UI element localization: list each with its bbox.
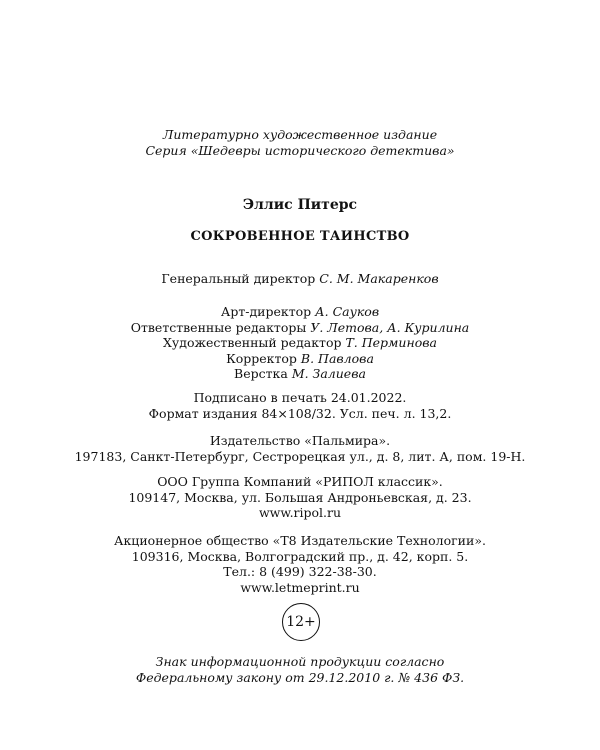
edition-type: Литературно художественное издание bbox=[162, 127, 438, 142]
general-director-role: Генеральный директор bbox=[161, 271, 316, 286]
general-director bbox=[0, 271, 600, 287]
ripol-block bbox=[0, 474, 600, 521]
printer-phone: Тел.: 8 (499) 322-38-30. bbox=[223, 564, 377, 579]
law-notice-line1: Знак информационной продукции согласно bbox=[155, 654, 445, 669]
age-rating-badge: 12+ bbox=[282, 603, 320, 641]
printer-address: 109316, Москва, Волгоградский пр., д. 42, корп. 5. bbox=[131, 548, 469, 564]
law-notice bbox=[0, 654, 600, 685]
credit-line: Художественный редактор Т. Перминова bbox=[163, 335, 437, 350]
law-notice-line2: Федеральному закону от 29.12.2010 г. № 436 ФЗ. bbox=[135, 669, 465, 685]
ripol-address: 109147, Москва, ул. Большая Андроньевская, д. 23. bbox=[128, 489, 472, 505]
series-name: Серия «Шедевры исторического детектива» bbox=[145, 142, 455, 158]
publisher-block bbox=[0, 433, 600, 464]
series-block bbox=[0, 127, 600, 158]
printer-name: Акционерное общество «Т8 Издательские Технологии». bbox=[114, 533, 486, 548]
ripol-url: www.ripol.ru bbox=[258, 505, 342, 520]
credit-line: Ответственные редакторы У. Летова, А. Курилина bbox=[130, 319, 470, 335]
author-name: Эллис Питерс bbox=[242, 197, 358, 213]
publisher-name: Издательство «Пальмира». bbox=[209, 433, 391, 448]
credit-line: Арт-директор А. Сауков bbox=[220, 304, 380, 319]
general-director-name: С. М. Макаренков bbox=[319, 271, 439, 286]
publisher-address: 197183, Санкт-Петербург, Сестрорецкая ул., д. 8, лит. А, пом. 19-Н. bbox=[74, 448, 526, 464]
signed-date: Подписано в печать 24.01.2022. bbox=[193, 390, 407, 405]
book-title: СОКРОВЕННОЕ ТАИНСТВО bbox=[190, 229, 410, 244]
credit-line: Верстка М. Залиева bbox=[234, 366, 366, 381]
ripol-name: ООО Группа Компаний «РИПОЛ классик». bbox=[157, 474, 443, 489]
credit-line: Корректор В. Павлова bbox=[226, 350, 374, 366]
staff-credits bbox=[0, 304, 600, 382]
printer-url: www.letmeprint.ru bbox=[240, 579, 360, 595]
print-info bbox=[0, 390, 600, 421]
print-format: Формат издания 84×108/32. Усл. печ. л. 13,2. bbox=[148, 405, 452, 421]
printer-block bbox=[0, 533, 600, 595]
